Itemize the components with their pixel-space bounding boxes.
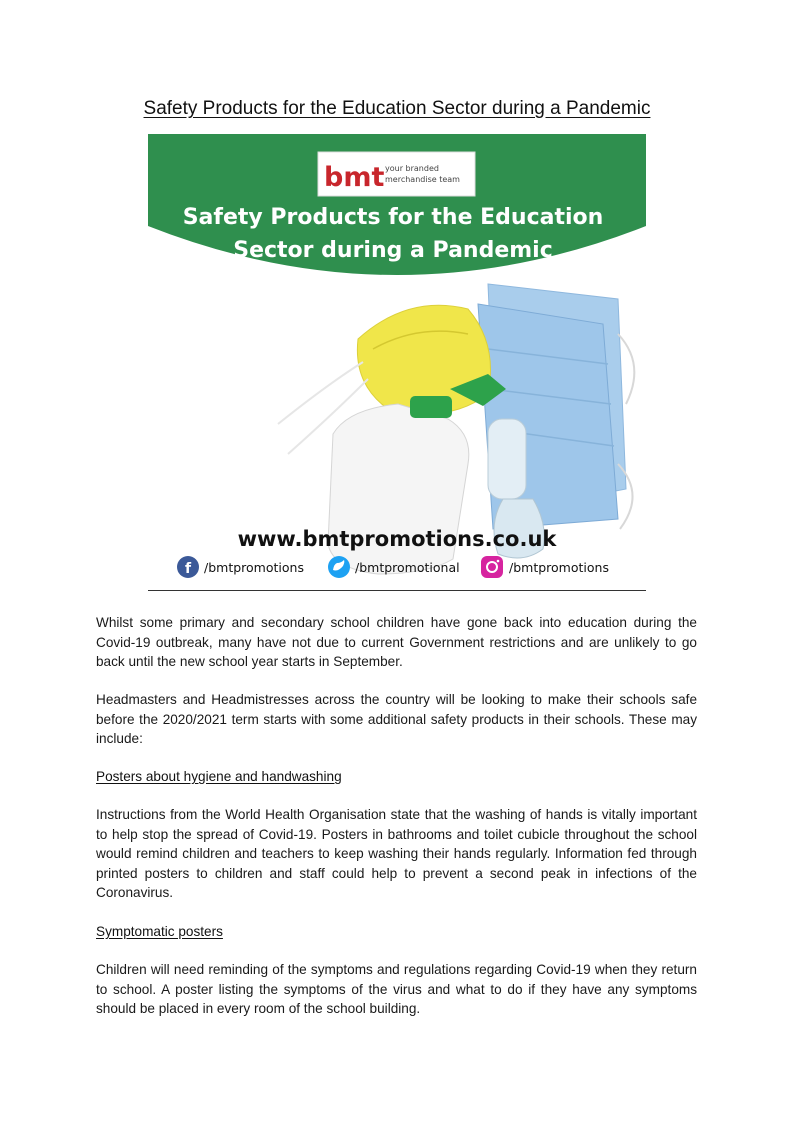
twitter-handle: /bmtpromotional [355,560,460,575]
hero-graphic [148,134,646,590]
social-facebook [177,556,304,578]
paragraph-intro: Whilst some primary and secondary school children have gone back into education during the Covid-19 outbreak, many have not due to current Government restrictions and are unlikely to go back until the new school year starts in September. [96,615,697,669]
hero-website: www.bmtpromotions.co.uk [237,527,557,551]
paragraph-headteachers: Headmasters and Headmistresses across the country will be looking to make their schools safe before the 2020/2021 term starts with some additional safety products in their schools. These may include: [96,692,697,746]
instagram-handle: /bmtpromotions [509,560,609,575]
hero-image [148,134,646,591]
bmt-logo [318,152,475,196]
social-instagram [481,556,609,578]
hero-headline-line1: Safety Products for the Education [182,205,604,230]
instagram-icon [481,556,503,578]
paragraph-hygiene: Instructions from the World Health Organisation state that the washing of hands is vitally important to help stop the spread of Covid-19. Posters in bathrooms and toilet cubicle throughout the school would remind children and teachers to keep washing their hands regularly. Information fed through printed posters to children and staff could help to prevent a second peak in infections of the Coronavirus. [96,807,697,900]
logo-tagline-line2: merchandise team [385,175,460,184]
facebook-handle: /bmtpromotions [204,560,304,575]
logo-mark: bmt [324,162,385,193]
svg-text:f: f [185,561,192,577]
logo-tagline-line1: your branded [385,164,439,173]
heading-symptomatic-posters: Symptomatic posters [96,924,223,939]
hero-headline-line2: Sector during a Pandemic [233,238,553,263]
paragraph-symptoms: Children will need reminding of the symptoms and regulations regarding Covid-19 when they return to school. A poster listing the symptoms of the virus and what to do if they have any symptoms should be placed in every room of the school building. [96,962,697,1016]
page-title: Safety Products for the Education Sector during a Pandemic [143,98,651,119]
heading-hygiene-posters: Posters about hygiene and handwashing [96,769,342,784]
